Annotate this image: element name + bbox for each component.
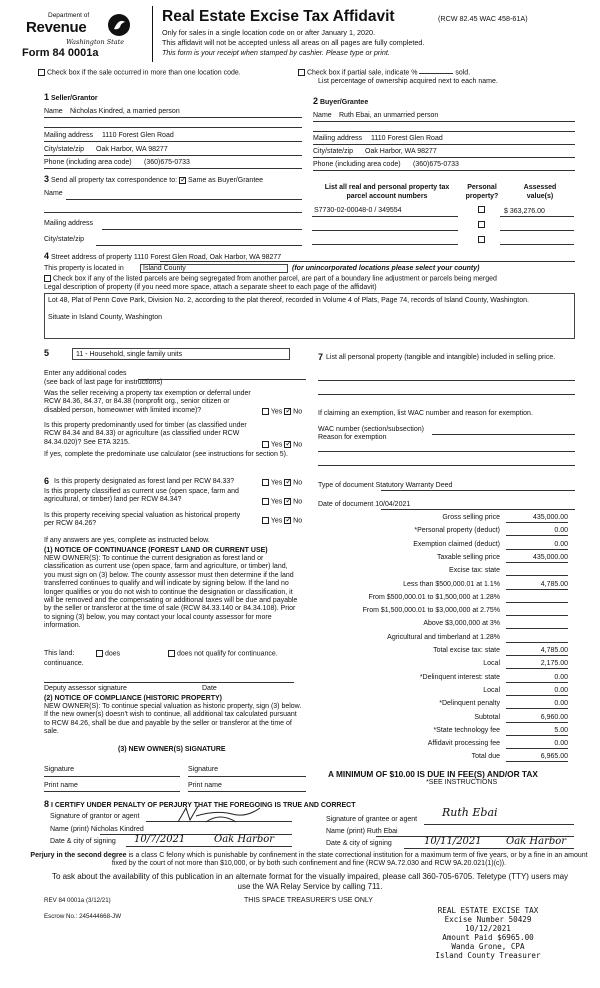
yes-label: Yes: [270, 517, 283, 525]
tax-table: [300, 514, 576, 768]
yes-label: Yes: [270, 479, 283, 487]
grantor-date[interactable]: 10/7/2021: [134, 834, 186, 845]
tax-row-label: *Delinquent interest: state: [419, 673, 500, 681]
q-historic: Is this property receiving special valuation as historical property per RCW 84.26?: [44, 512, 241, 528]
perjury-text: is a class C felony which is punishable by confinement in the state correctional institution for a maximum term of five years, or by a fine in an amount fixed by the court of not more than $10,000, or by both such confinement and fine (RCW 9A.72.030 and RCW 9A.20.021(1)(c)).: [111, 852, 588, 868]
notice1-body: NEW OWNER(S): To continue the current designation as forest land or classification as current use (open space, farm and agriculture, or timber) land, you must sign on (3) below. The county assessor must then determine if the land transferred continues to qualify and will indicate by signing below. If the land no longer qualifies or you do not wish to continue the designation or classification, it will be removed and the compensating or additional taxes will be due and payable by the seller or transferor at the time of sale (RCW 84.33.140 or 84.34.108). Prior to signing (3) below, you may contact your local county assessor for more information.: [44, 555, 298, 630]
legal-line-2: Situate in Island County, Washington: [48, 314, 163, 321]
tax-row-label: *Personal property (deduct): [414, 527, 500, 535]
buyer-mail[interactable]: 1110 Forest Glen Road: [371, 135, 443, 142]
q-current-use: Is this property classified as current use (open space, farm and agricultural, or timber) land per RCW 84.34?: [44, 488, 239, 504]
buyer-mail-label: Mailing address: [313, 135, 363, 142]
stamp-line-6: Island County Treasurer: [435, 951, 541, 960]
buyer-phone-label: Phone (including area code): [313, 161, 401, 168]
form-title: Real Estate Excise Tax Affidavit: [162, 8, 395, 25]
header-line3: This form is your receipt when stamped by cashier. Please type or print.: [162, 48, 390, 57]
parcel-number[interactable]: S7730-02-00048-0 / 349554: [314, 207, 402, 214]
exemption-label: If claiming an exemption, list WAC number and reason for exemption.: [318, 410, 533, 417]
section-8-number: 8: [44, 799, 50, 809]
section-7-number: 7: [318, 352, 324, 362]
no-label: No: [293, 498, 303, 506]
dor-logo: [20, 8, 150, 58]
revenue-text: Revenue: [26, 19, 87, 36]
new-owner-signature-label-2: Signature: [188, 766, 218, 773]
header-line2: This affidavit will not be accepted unless all areas on all pages are fully completed.: [162, 38, 425, 47]
tax-row-value[interactable]: 435,000.00: [506, 554, 568, 563]
tax-row-value[interactable]: [506, 634, 568, 643]
yes-label: Yes: [270, 408, 283, 416]
grantee-sig-label: Signature of grantee or agent: [326, 816, 418, 823]
section-2-number: 2: [313, 96, 319, 106]
notice2-title: (2) NOTICE OF COMPLIANCE (HISTORIC PROPERTY): [44, 695, 222, 702]
tax-row-value[interactable]: [506, 620, 568, 629]
stamp-line-4: Amount Paid $6965.00: [442, 933, 534, 942]
certify-statement: I CERTIFY UNDER PENALTY OF PERJURY THAT THE FOREGOING IS TRUE AND CORRECT: [50, 802, 356, 809]
list-personal-label: List all personal property (tangible and intangible) included in selling price.: [326, 354, 556, 361]
seller-heading: Seller/Grantor: [50, 95, 98, 102]
tax-row-label: Subtotal: [474, 713, 500, 721]
continuance-label: continuance.: [44, 660, 84, 667]
tax-row-value[interactable]: 435,000.00: [506, 514, 568, 523]
tax-row-value[interactable]: [506, 567, 568, 576]
perjury-bold: Perjury in the second degree: [30, 852, 127, 859]
tax-row-value[interactable]: 0.00: [506, 687, 568, 696]
header-line1: Only for sales in a single location code on or after January 1, 2020.: [162, 28, 375, 37]
q-exemption: Was the seller receiving a property tax exemption or deferral under RCW 84.36, 84.37, or 84.38 (nonprofit org., senior citizen or disabled person, homeowner with limited income)?: [44, 390, 251, 414]
section-3-number: 3: [44, 174, 50, 184]
tax-row-label: Local: [483, 660, 500, 668]
sold-label: sold.: [455, 69, 471, 77]
tax-row-label: Taxable selling price: [436, 553, 500, 561]
timber-yes-checkbox[interactable]: [262, 441, 269, 448]
stamp-line-2: Excise Number 50429: [444, 915, 532, 924]
tax-row-value[interactable]: 0.00: [506, 527, 568, 536]
buyer-name-label: Name: [313, 112, 332, 119]
tax-row-label: Total excise tax: state: [433, 647, 500, 654]
legal-description-box[interactable]: [44, 293, 575, 339]
tax-row-value[interactable]: 0.00: [506, 674, 568, 683]
grantee-name[interactable]: Ruth Ebai: [366, 828, 398, 835]
grantor-signature[interactable]: [176, 804, 266, 828]
seller-mail[interactable]: 1110 Forest Glen Road: [102, 132, 174, 139]
same-as-buyer-label: Same as Buyer/Grantee: [187, 177, 264, 184]
assessed-column-header: Assessed value(s): [523, 184, 557, 200]
forest-yes-checkbox[interactable]: [262, 479, 269, 486]
if-yes-note: If any answers are yes, complete as instructed below.: [44, 537, 210, 544]
seller-phone[interactable]: (360)675-0733: [144, 159, 190, 166]
tax-row-value[interactable]: 2,175.00: [506, 660, 568, 669]
tax-row-label: Excise tax: state: [449, 567, 500, 575]
stamp-line-3: 10/12/2021: [465, 924, 511, 933]
corr-city-label: City/state/zip: [44, 236, 85, 243]
partial-sale-label: Check box if partial sale, indicate %: [306, 69, 418, 77]
grantor-name-label: Name (print): [50, 826, 89, 833]
q-timber: Is this property predominantly used for timber (as classified under RCW 84.34 and 84.33) or agriculture (as classified under RCW 84.34.020)? See ETA 3215.: [44, 422, 247, 446]
street-value[interactable]: 1110 Forest Glen Road, Oak Harbor, WA 98277: [133, 254, 282, 261]
notice1-title: (1) NOTICE OF CONTINUANCE (FOREST LAND OR CURRENT USE): [44, 547, 268, 554]
personal-property-checkbox-2[interactable]: [478, 221, 485, 228]
logo-mark-icon: [108, 14, 130, 36]
reason-label: Reason for exemption: [318, 434, 387, 441]
does-not-label: does not qualify for continuance.: [176, 650, 278, 658]
stamp-line-1: REAL ESTATE EXCISE TAX: [437, 906, 539, 915]
buyer-heading: Buyer/Grantee: [319, 99, 369, 106]
this-land-label: This land:: [44, 650, 75, 657]
accessibility-note: To ask about the availability of this publication in an alternate format for the visually impaired, please call 360-705-6705. Teletype (TTY) users may use the WA Relay Service by calling 711.: [51, 872, 569, 891]
does-label: does: [104, 650, 121, 658]
tax-row-label: *State technology fee: [433, 726, 500, 734]
doc-date-label: Date of document: [318, 501, 374, 508]
minimum-line1: A MINIMUM OF $10.00 IS DUE IN FEE(S) AND/OR TAX: [328, 769, 538, 779]
tax-row-value[interactable]: 5.00: [506, 727, 568, 736]
minimum-line2: *SEE INSTRUCTIONS: [426, 779, 498, 786]
legal-line-1: Lot 48, Plat of Penn Cove Park, Division No. 2, according to the plat thereof, recorded in Volume 4 of Plats, Page 74, records of Island County, Washington.: [48, 297, 529, 304]
corr-mail-label: Mailing address: [44, 220, 94, 227]
tax-row-label: Local: [483, 686, 500, 694]
same-as-buyer-checkbox[interactable]: [179, 177, 186, 184]
tax-row-value[interactable]: [506, 607, 568, 616]
doc-date-value[interactable]: 10/04/2021: [375, 501, 411, 508]
q-forest: Is this property designated as forest land per RCW 84.33?: [54, 478, 235, 485]
multi-location-checkbox[interactable]: [38, 69, 45, 76]
tax-row-label: From $500,000.01 to $1,500,000 at 1.28%: [368, 593, 500, 601]
dept-text: Department of: [48, 12, 90, 19]
tax-row-value[interactable]: 6,965.00: [506, 753, 568, 762]
multi-location-label: Check box if the sale occurred in more than one location code.: [46, 69, 241, 77]
buyer-city[interactable]: Oak Harbor, WA 98277: [365, 148, 437, 155]
deputy-date-label: Date: [202, 685, 217, 692]
tax-row-label: *Delinquent penalty: [439, 700, 500, 708]
historic-yes-checkbox[interactable]: [262, 517, 269, 524]
state-text: Washington State: [66, 38, 125, 46]
seller-mail-label: Mailing address: [44, 132, 94, 139]
buyer-city-label: City/state/zip: [313, 148, 354, 155]
yes-label: Yes: [270, 498, 283, 506]
exemption-yes-checkbox[interactable]: [262, 408, 269, 415]
seller-city-label: City/state/zip: [44, 146, 85, 153]
section-4-number: 4: [44, 251, 50, 261]
street-label: Street address of property: [50, 254, 132, 261]
no-label: No: [293, 408, 303, 416]
section-1-number: 1: [44, 92, 50, 102]
tax-row-label: Above $3,000,000 at 3%: [423, 620, 500, 628]
tax-row-value[interactable]: 0.00: [506, 700, 568, 709]
tax-row-label: Less than $500,000.01 at 1.1%: [403, 580, 500, 588]
list-pct-note: List percentage of ownership acquired next to each name.: [318, 78, 498, 85]
current-use-yes-checkbox[interactable]: [262, 498, 269, 505]
parcel-column-header: List all real and personal property tax parcel account numbers: [324, 184, 450, 200]
grantee-name-label: Name (print): [326, 828, 365, 835]
stamp-line-5: Wanda Grone, CPA: [451, 942, 525, 951]
personal-column-header: Personal property?: [465, 184, 499, 200]
located-label: This property is located in: [44, 265, 124, 272]
new-owner-print-label-2: Print name: [188, 782, 222, 789]
wac-label: WAC number (section/subsection): [318, 426, 424, 433]
doc-type-label: Type of document: [318, 482, 374, 489]
treasurer-only: THIS SPACE TREASURER'S USE ONLY: [244, 897, 373, 904]
tax-row-value[interactable]: 6,960.00: [506, 714, 568, 723]
form-number: Form 84 0001a: [22, 47, 99, 59]
tax-row-value[interactable]: 4,785.00: [506, 581, 568, 590]
tax-row-label: Exemption claimed (deduct): [413, 540, 500, 548]
header-divider: [152, 6, 153, 62]
tax-row-value[interactable]: [506, 594, 568, 603]
timber-if-yes: If yes, complete the predominate use calculator (see instructions for section 5).: [44, 451, 288, 458]
grantor-date-label: Date & city of signing: [50, 838, 116, 845]
tax-row-label: Gross selling price: [442, 514, 500, 521]
grantee-city[interactable]: Oak Harbor: [506, 836, 567, 847]
seller-name-label: Name: [44, 108, 63, 115]
seller-city[interactable]: Oak Harbor, WA 98277: [96, 146, 168, 153]
additional-codes-label: Enter any additional codes: [44, 370, 127, 377]
no-label: No: [293, 479, 303, 487]
grantor-city[interactable]: Oak Harbor: [214, 834, 275, 845]
buyer-name[interactable]: Ruth Ebai, an unmarried person: [339, 112, 439, 119]
grantee-date-label: Date & city of signing: [326, 840, 392, 847]
corr-name-label: Name: [44, 190, 63, 197]
tax-row-value[interactable]: 0.00: [506, 541, 568, 550]
form-citation: (RCW 82.45 WAC 458-61A): [438, 14, 528, 23]
timber-no-checkbox[interactable]: [284, 441, 291, 448]
see-back-label: (see back of last page for instructions): [44, 379, 163, 386]
treasurer-stamp: [418, 906, 558, 960]
partial-sale-checkbox[interactable]: [298, 69, 305, 76]
tax-row-label: Agricultural and timberland at 1.28%: [387, 633, 500, 641]
grantor-sig-label: Signature of grantor or agent: [50, 813, 140, 820]
grantor-name[interactable]: Nicholas Kindred: [90, 826, 144, 833]
seller-phone-label: Phone (including area code): [44, 159, 132, 166]
yes-label: Yes: [270, 441, 283, 449]
county-value: Island County: [143, 265, 186, 272]
section-5-number: 5: [44, 348, 50, 358]
personal-property-checkbox-3[interactable]: [478, 236, 485, 243]
notice3-title: (3) NEW OWNER(S) SIGNATURE: [118, 746, 226, 753]
personal-property-checkbox-1[interactable]: [478, 206, 485, 213]
tax-row-label: From $1,500,000.01 to $3,000,000 at 2.75%: [362, 607, 500, 615]
legal-label: Legal description of property (if you need more space, attach a separate sheet to each page of the affidavit): [44, 284, 377, 291]
buyer-phone[interactable]: (360)675-0733: [413, 161, 459, 168]
escrow-number: Escrow No.: 245444668-JW: [44, 913, 122, 920]
deputy-signature-label: Deputy assessor signature: [44, 685, 127, 692]
notice2-body: NEW OWNER(S): To continue special valuation as historic property, sign (3) below. If the new owner(s) doesn't wish to continue, all additional tax calculated pursuant to RCW 84.26, shall be due and payable by the seller or transferor at the time of sale.: [44, 703, 302, 736]
land-does-not-checkbox[interactable]: [168, 650, 175, 657]
section-6-number: 6: [44, 476, 50, 486]
exemption-no-checkbox[interactable]: [284, 408, 291, 415]
forest-no-checkbox[interactable]: [284, 479, 291, 486]
historic-no-checkbox[interactable]: [284, 517, 291, 524]
assessed-value[interactable]: $ 363,276.00: [504, 208, 545, 215]
segregated-checkbox[interactable]: [44, 275, 51, 282]
seller-name[interactable]: Nicholas Kindred, a married person: [70, 108, 180, 115]
doc-type-value[interactable]: Statutory Warranty Deed: [375, 482, 453, 489]
tax-row-value[interactable]: 0.00: [506, 740, 568, 749]
no-label: No: [293, 441, 303, 449]
tax-row-label: Total due: [471, 753, 500, 761]
segregated-label: Check box if any of the listed parcels are being segregated from another parcel, are part of a boundary line adjustment or parcels being merged: [52, 275, 497, 283]
county-select[interactable]: [140, 264, 288, 273]
tax-row-label: Affidavit processing fee: [427, 740, 500, 748]
new-owner-signature-label-1: Signature: [44, 766, 74, 773]
grantee-signature[interactable]: Ruth Ebai: [442, 806, 498, 819]
unincorporated-note: (for unincorporated locations please select your county): [292, 265, 480, 272]
rev-number: REV 84 0001a (3/12/21): [44, 897, 111, 904]
no-label: No: [293, 517, 303, 525]
land-use-select[interactable]: [72, 348, 290, 360]
new-owner-print-label-1: Print name: [44, 782, 78, 789]
tax-row-value[interactable]: 4,785.00: [506, 647, 568, 656]
land-does-checkbox[interactable]: [96, 650, 103, 657]
send-correspondence-label: Send all property tax correspondence to:: [50, 177, 178, 184]
current-use-no-checkbox[interactable]: [284, 498, 291, 505]
perjury-notice: [30, 852, 588, 869]
grantee-date[interactable]: 10/11/2021: [424, 836, 482, 847]
land-use-value: 11 - Household, single family units: [76, 351, 183, 358]
